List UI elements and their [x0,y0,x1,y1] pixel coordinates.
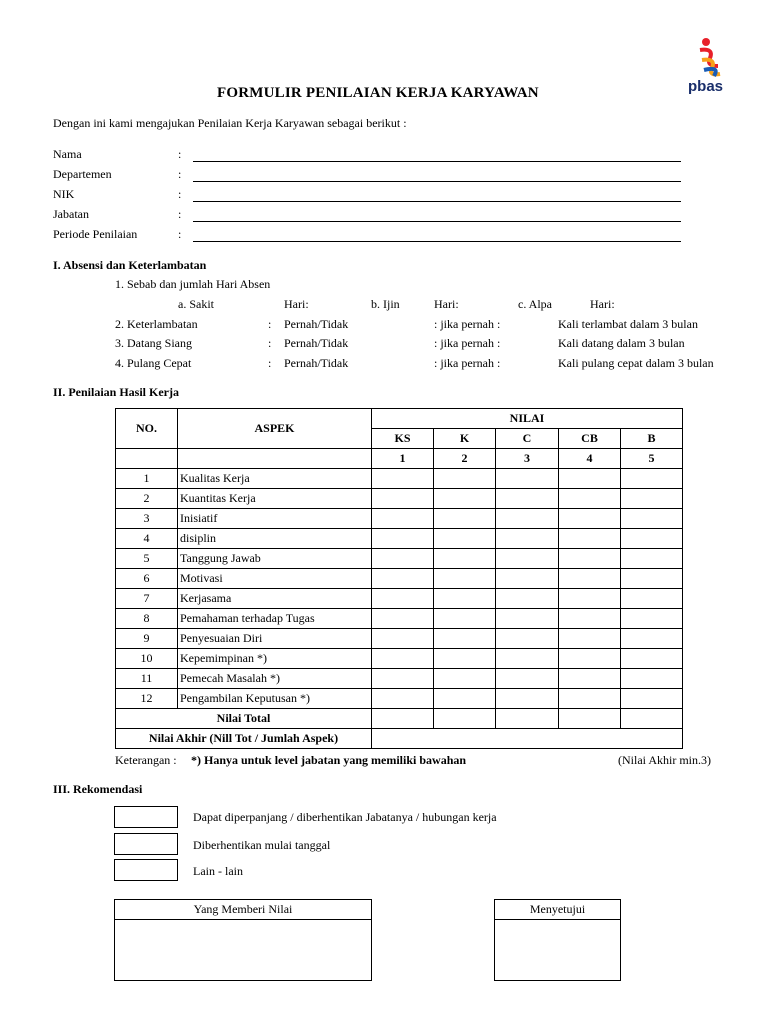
jika-pernah-label: : jika pernah : [434,317,501,331]
score-cell[interactable] [434,529,496,549]
signature-header: Yang Memberi Nilai [115,900,371,920]
aspect-row [116,629,683,649]
jabatan-input-line[interactable] [193,221,681,222]
score-cell[interactable] [621,509,683,529]
datang-siang-label: 3. Datang Siang [115,336,192,350]
aspect-no: 8 [116,609,178,629]
pulang-cepat-label: 4. Pulang Cepat [115,356,192,370]
hari-label: Hari: [434,297,459,311]
score-cell[interactable] [559,569,621,589]
score-cell[interactable] [372,469,434,489]
company-logo [686,36,736,100]
aspect-row [116,469,683,489]
score-cell[interactable] [621,609,683,629]
score-cell[interactable] [372,649,434,669]
aspect-name: Pemahaman terhadap Tugas [178,609,372,629]
score-cell[interactable] [559,529,621,549]
section2-heading: II. Penilaian Hasil Kerja [53,385,179,399]
score-cell[interactable] [559,509,621,529]
absen-item: 1. Sebab dan jumlah Hari Absen [115,277,271,291]
aspect-name: Kualitas Kerja [178,469,372,489]
aspect-no: 9 [116,629,178,649]
aspect-name: Tanggung Jawab [178,549,372,569]
col-header-nilai: NILAI [372,409,683,429]
aspect-no: 4 [116,529,178,549]
grade-header: KS [372,429,434,449]
score-cell[interactable] [372,489,434,509]
field-label-jabatan: Jabatan [53,207,89,221]
aspect-no: 3 [116,509,178,529]
score-cell[interactable] [434,629,496,649]
score-cell[interactable] [434,569,496,589]
aspect-rows [116,469,683,709]
field-sep: : [178,207,182,221]
col-header-no: NO. [116,409,178,449]
nik-input-line[interactable] [193,201,681,202]
keterangan-text: *) Hanya untuk level jabatan yang memiliki bawahan [191,753,467,767]
aspect-row [116,549,683,569]
nilai-akhir-label: Nilai Akhir (Nill Tot / Jumlah Aspek) [116,729,372,749]
row-note: Kali pulang cepat dalam 3 bulan [558,356,714,370]
aspect-row [116,609,683,629]
field-label-departemen: Departemen [53,167,112,181]
score-cell[interactable] [559,549,621,569]
jika-pernah-label: : jika pernah : [434,336,501,350]
score-cell[interactable] [372,689,434,709]
aspect-name: Motivasi [178,569,372,589]
score-cell[interactable] [621,689,683,709]
score-cell[interactable] [496,509,559,529]
periode-input-line[interactable] [193,241,681,242]
score-cell[interactable] [434,649,496,669]
total-cell[interactable] [372,709,434,729]
aspect-no: 10 [116,649,178,669]
score-cell[interactable] [496,589,559,609]
form-title: FORMULIR PENILAIAN KERJA KARYAWAN [217,85,539,101]
score-cell[interactable] [372,609,434,629]
grade-number: 5 [621,449,683,469]
score-cell[interactable] [559,489,621,509]
nilai-akhir-min: (Nilai Akhir min.3) [618,753,711,767]
section1-heading: I. Absensi dan Keterlambatan [53,258,207,272]
aspect-row [116,669,683,689]
score-cell[interactable] [559,669,621,689]
aspect-no: 6 [116,569,178,589]
row-sep: : [268,317,272,331]
signature-box-menyetujui[interactable] [494,899,621,981]
score-cell[interactable] [434,689,496,709]
pernah-tidak-option[interactable]: Pernah/Tidak [284,356,349,370]
grade-number: 3 [496,449,559,469]
aspect-name: Penyesuaian Diri [178,629,372,649]
score-cell[interactable] [372,509,434,529]
score-cell[interactable] [496,569,559,589]
nama-input-line[interactable] [193,161,681,162]
rekomendasi-option-1: Dapat diperpanjang / diberhentikan Jabatanya / hubungan kerja [193,810,497,824]
intro-text: Dengan ini kami mengajukan Penilaian Kerja Karyawan sebagai berikut : [53,116,407,130]
aspect-row [116,489,683,509]
aspect-row [116,649,683,669]
total-cell[interactable] [621,709,683,729]
departemen-input-line[interactable] [193,181,681,182]
score-cell[interactable] [559,649,621,669]
field-label-nik: NIK [53,187,75,201]
field-label-periode: Periode Penilaian [53,227,138,241]
jika-pernah-label: : jika pernah : [434,356,501,370]
score-cell[interactable] [621,669,683,689]
score-cell[interactable] [434,489,496,509]
aspect-row [116,529,683,549]
aspect-name: Kepemimpinan *) [178,649,372,669]
score-cell[interactable] [372,629,434,649]
score-cell[interactable] [434,609,496,629]
score-cell[interactable] [621,629,683,649]
grade-header: K [434,429,496,449]
aspect-no: 11 [116,669,178,689]
score-cell[interactable] [559,689,621,709]
grade-header: C [496,429,559,449]
nilai-total-label: Nilai Total [116,709,372,729]
aspect-no: 1 [116,469,178,489]
logo-text: pbas [688,78,724,95]
score-cell[interactable] [372,569,434,589]
score-cell[interactable] [434,509,496,529]
signature-box-penilai[interactable] [114,899,372,981]
row-note: Kali datang dalam 3 bulan [558,336,685,350]
score-cell[interactable] [621,649,683,669]
field-sep: : [178,227,182,241]
aspect-row [116,509,683,529]
rekomendasi-checkbox-1[interactable] [114,806,178,828]
score-cell[interactable] [434,589,496,609]
sakit-label: a. Sakit [178,297,214,311]
signature-header: Menyetujui [495,900,620,920]
keterlambatan-label: 2. Keterlambatan [115,317,198,331]
score-cell[interactable] [496,529,559,549]
rekomendasi-option-2: Diberhentikan mulai tanggal [193,838,331,852]
aspect-no: 2 [116,489,178,509]
field-sep: : [178,167,182,181]
grade-header: CB [559,429,621,449]
alpa-label: c. Alpa [518,297,552,311]
aspect-name: disiplin [178,529,372,549]
aspect-name: Inisiatif [178,509,372,529]
aspect-name: Kerjasama [178,589,372,609]
section3-heading: III. Rekomendasi [53,782,143,796]
grade-number: 4 [559,449,621,469]
aspect-row [116,589,683,609]
aspect-no: 7 [116,589,178,609]
grade-header: B [621,429,683,449]
total-cell[interactable] [434,709,496,729]
blank-cell [116,449,178,469]
score-cell[interactable] [559,609,621,629]
row-sep: : [268,356,272,370]
score-cell[interactable] [496,649,559,669]
hari-label: Hari: [590,297,615,311]
score-cell[interactable] [559,589,621,609]
score-cell[interactable] [559,629,621,649]
ijin-label: b. Ijin [371,297,400,311]
score-cell[interactable] [496,609,559,629]
aspect-row [116,569,683,589]
score-cell[interactable] [621,569,683,589]
aspect-no: 12 [116,689,178,709]
total-cell[interactable] [559,709,621,729]
col-header-aspek: ASPEK [178,409,372,449]
pernah-tidak-option[interactable]: Pernah/Tidak [284,336,349,350]
score-cell[interactable] [496,689,559,709]
score-cell[interactable] [621,589,683,609]
aspect-name: Pemecah Masalah *) [178,669,372,689]
aspect-no: 5 [116,549,178,569]
score-cell[interactable] [496,489,559,509]
score-cell[interactable] [434,549,496,569]
score-cell[interactable] [496,469,559,489]
total-cell[interactable] [496,709,559,729]
score-cell[interactable] [496,669,559,689]
hari-label: Hari: [284,297,309,311]
pernah-tidak-option[interactable]: Pernah/Tidak [284,317,349,331]
grade-number: 2 [434,449,496,469]
score-cell[interactable] [621,469,683,489]
score-cell[interactable] [372,669,434,689]
score-cell[interactable] [559,469,621,489]
rekomendasi-option-3: Lain - lain [193,864,243,878]
score-cell[interactable] [434,469,496,489]
score-cell[interactable] [496,549,559,569]
blank-cell [178,449,372,469]
aspect-name: Pengambilan Keputusan *) [178,689,372,709]
aspect-row [116,689,683,709]
field-sep: : [178,147,182,161]
score-cell[interactable] [372,589,434,609]
field-sep: : [178,187,182,201]
assessment-table [115,408,683,749]
nilai-akhir-cell[interactable] [372,729,683,749]
field-label-nama: Nama [53,147,82,161]
row-note: Kali terlambat dalam 3 bulan [558,317,698,331]
score-cell[interactable] [372,529,434,549]
keterangan-label: Keterangan : [115,753,177,767]
score-cell[interactable] [496,629,559,649]
row-sep: : [268,336,272,350]
score-cell[interactable] [621,529,683,549]
grade-number: 1 [372,449,434,469]
aspect-name: Kuantitas Kerja [178,489,372,509]
score-cell[interactable] [372,549,434,569]
score-cell[interactable] [434,669,496,689]
rekomendasi-checkbox-2[interactable] [114,833,178,855]
score-cell[interactable] [621,549,683,569]
rekomendasi-checkbox-3[interactable] [114,859,178,881]
score-cell[interactable] [621,489,683,509]
